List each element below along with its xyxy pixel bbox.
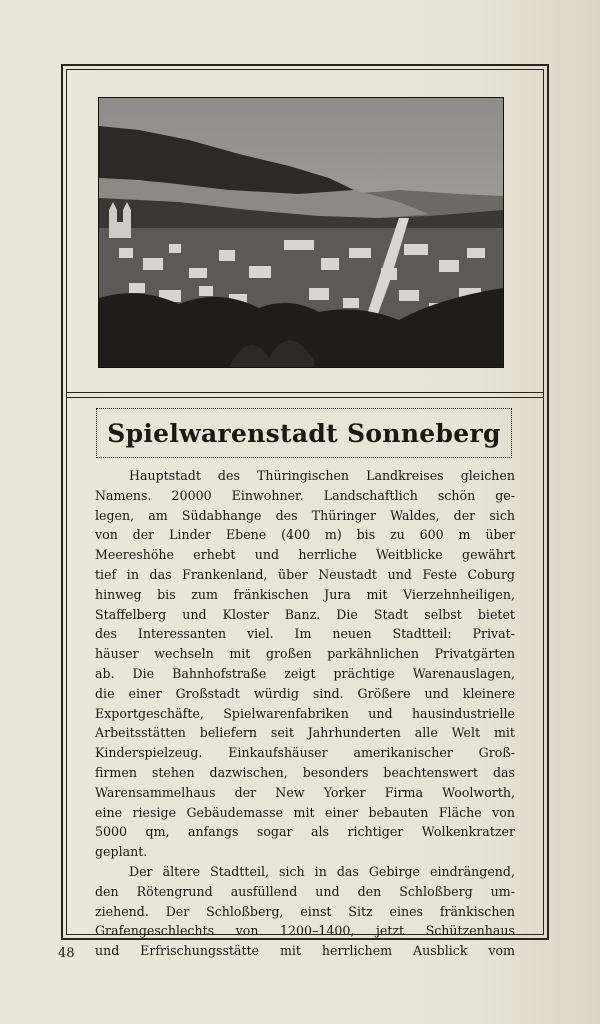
text-line: firmen stehen dazwischen, besonders beachtenswert das (95, 764, 515, 780)
page-title: Spielwarenstadt Sonneberg (107, 418, 501, 448)
text-line: Exportgeschäfte, Spielwarenfabriken und hausindustrielle (95, 705, 515, 721)
body-text (95, 466, 515, 961)
text-line: häuser wechseln mit großen parkähnlichen Privatgärten (95, 646, 515, 662)
divider-line (66, 392, 544, 393)
text-line: Warensammelhaus der New Yorker Firma Woolworth, (95, 784, 515, 800)
text-line: geplant. (95, 844, 148, 860)
text-line: Kinderspielzeug. Einkaufshäuser amerikanischer Groß- (95, 745, 515, 761)
text-line: hinweg bis zum fränkischen Jura mit Vierzehnheiligen, (95, 586, 515, 602)
text-line: Grafengeschlechts von 1200–1400, jetzt Schützenhaus (95, 923, 515, 939)
text-line: Staffelberg und Kloster Banz. Die Stadt selbst bietet (95, 606, 515, 622)
text-line: Meereshöhe erhebt und herrliche Weitblicke gewährt (95, 547, 515, 563)
text-line: ab. Die Bahnhofstraße zeigt prächtige Warenauslagen, (95, 665, 515, 681)
text-line: die einer Großstadt würdig sind. Größere und kleinere (95, 685, 515, 701)
text-line: ziehend. Der Schloßberg, einst Sitz eines fränkischen (95, 903, 515, 919)
text-line: Arbeitsstätten beliefern seit Jahrhunderten alle Welt mit (95, 725, 515, 741)
text-line: des Interessanten viel. Im neuen Stadtteil: Privat- (95, 626, 515, 642)
text-line: Hauptstadt des Thüringischen Landkreises gleichen (129, 468, 515, 483)
text-line: und Erfrischungsstätte mit herrlichem Ausblick vom (95, 943, 515, 959)
text-line: Namens. 20000 Einwohner. Landschaftlich schön ge- (95, 487, 515, 503)
text-line: 5000 qm, anfangs sogar als richtiger Wolkenkratzer (95, 824, 515, 840)
title-frame (96, 408, 512, 458)
town-photo (98, 97, 504, 368)
divider-line (66, 397, 544, 398)
text-line: eine riesige Gebäudemasse mit einer bebauten Fläche von (95, 804, 515, 820)
page-number: 48 (58, 946, 75, 961)
text-line: legen, am Südabhange des Thüringer Waldes, der sich (95, 507, 515, 523)
text-line: den Rötengrund ausfüllend und den Schloßberg um- (95, 883, 515, 899)
text-line: tief in das Frankenland, über Neustadt und Feste Coburg (95, 566, 515, 582)
text-line: von der Linder Ebene (400 m) bis zu 600 m über (95, 527, 515, 543)
text-line: Der ältere Stadtteil, sich in das Gebirge eindrängend, (129, 863, 515, 879)
